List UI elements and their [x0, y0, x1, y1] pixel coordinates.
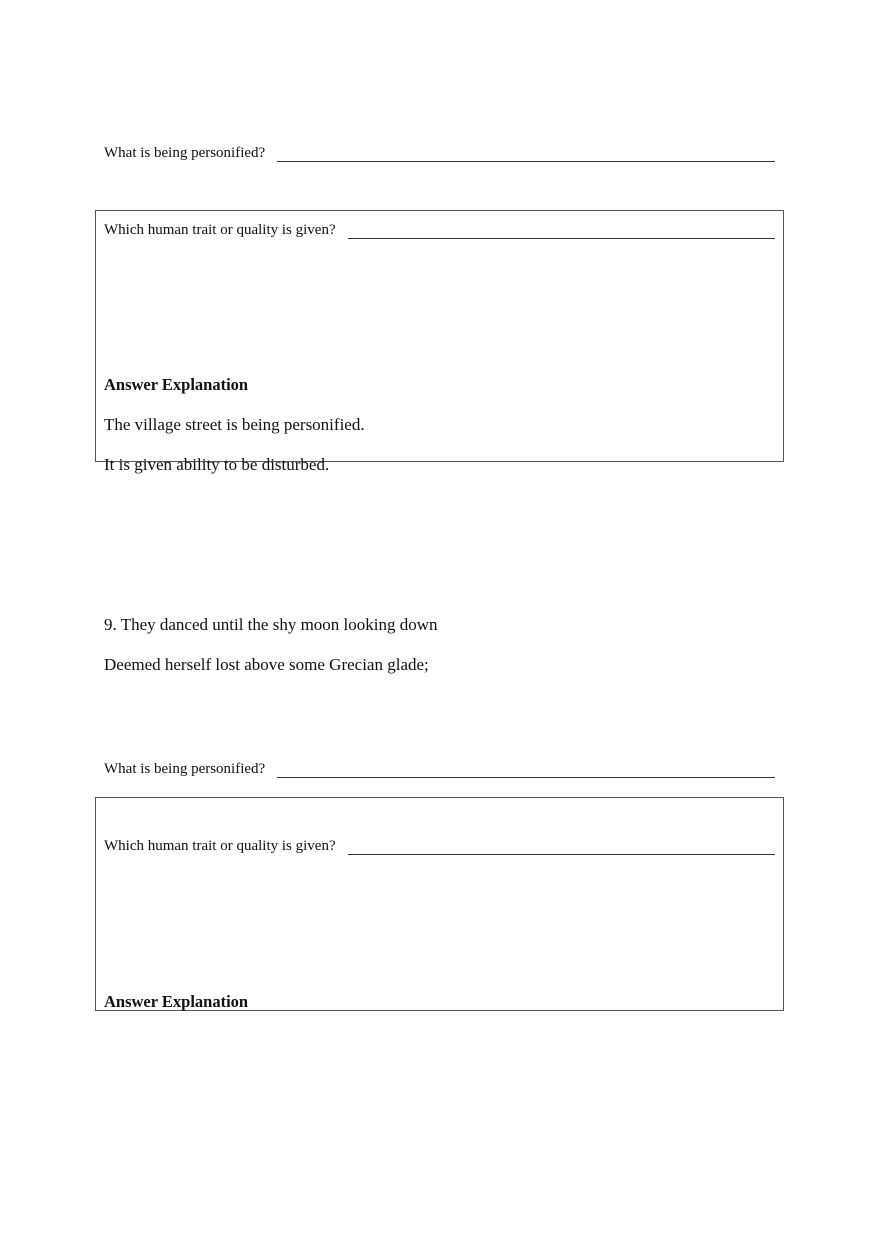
question-trait-1: Which human trait or quality is given? [104, 222, 336, 238]
answer-explanation-heading-2: Answer Explanation [104, 992, 249, 1011]
question-personified-2: What is being personified? [104, 761, 266, 777]
answer-explanation-line-1: The village street is being personified. [104, 415, 365, 434]
answer-line-trait-2[interactable] [348, 854, 775, 855]
question-personified-1: What is being personified? [104, 145, 266, 161]
poem-line-2: Deemed herself lost above some Grecian glade; [104, 655, 429, 674]
answer-line-personified-1[interactable] [277, 161, 775, 162]
question-trait-2: Which human trait or quality is given? [104, 838, 336, 854]
answer-line-trait-1[interactable] [348, 238, 775, 239]
answer-line-personified-2[interactable] [277, 777, 775, 778]
answer-explanation-line-2: It is given ability to be disturbed. [104, 455, 330, 474]
answer-explanation-heading-1: Answer Explanation [104, 375, 249, 394]
poem-line-1: 9. They danced until the shy moon looking down [104, 615, 438, 634]
answer-box-2 [95, 797, 784, 1011]
